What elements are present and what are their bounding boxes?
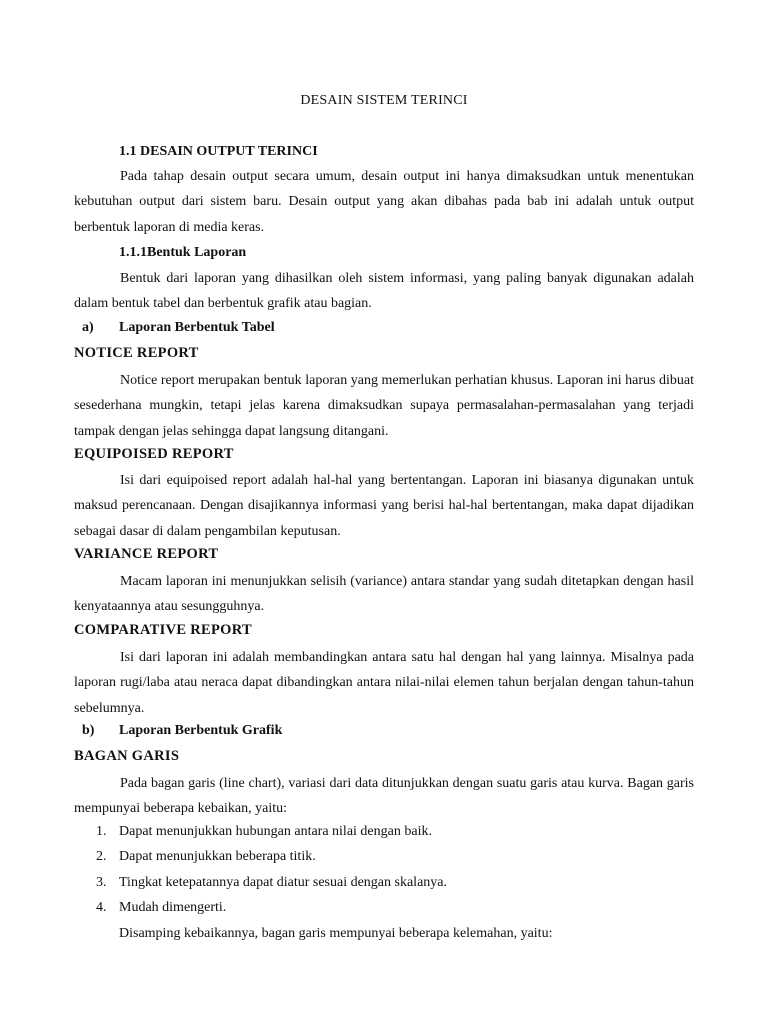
list-item [96,849,316,865]
heading-bagan-garis: BAGAN GARIS [74,748,180,764]
section-heading-1-1: 1.1 DESAIN OUTPUT TERINCI [119,144,318,159]
subsection-label: Laporan Berbentuk Grafik [119,723,283,738]
subsection-grafik [82,723,282,739]
paragraph-notice-report: Notice report merupakan bentuk laporan yang memerlukan perhatian khusus. Laporan ini harus dibuat sesederhana mungkin, tetapi jelas karena dimaksudkan supaya permasalahan-permasalahan yang terjadi tampak dengan jelas sehingga dapat langsung ditangani. [74,373,694,439]
heading-notice-report: NOTICE REPORT [74,345,199,361]
subsection-label: Laporan Berbentuk Tabel [119,320,275,335]
paragraph-desain-output: Pada tahap desain output secara umum, desain output ini hanya dimaksudkan untuk menentukan kebutuhan output dari sistem baru. Desain output yang akan dibahas pada bab ini adalah untuk output berbentuk laporan di media keras. [74,169,694,235]
list-number: 2. [96,849,107,864]
list-item [96,875,447,891]
list-item [96,900,226,916]
paragraph-equipoised-report: Isi dari equipoised report adalah hal-hal yang bertentangan. Laporan ini biasanya digunakan untuk maksud perencanaan. Dengan disajikannya informasi yang berisi hal-hal bertentangan, maka dapat dijadikan sebagai dasar di dalam pengambilan keputusan. [74,473,694,539]
paragraph-kelemahan: Disamping kebaikannya, bagan garis mempunyai beberapa kelemahan, yaitu: [119,926,553,941]
list-text: Mudah dimengerti. [119,900,227,915]
heading-equipoised-report: EQUIPOISED REPORT [74,446,234,462]
list-text: Tingkat ketepatannya dapat diatur sesuai dengan skalanya. [119,875,447,890]
heading-comparative-report: COMPARATIVE REPORT [74,622,252,638]
list-number: 1. [96,824,107,839]
subsection-tabel [82,320,275,336]
subsection-letter: b) [82,723,95,738]
list-text: Dapat menunjukkan hubungan antara nilai dengan baik. [119,824,432,839]
subsection-letter: a) [82,320,94,335]
list-number: 3. [96,875,107,890]
heading-variance-report: VARIANCE REPORT [74,546,219,562]
paragraph-bentuk-laporan: Bentuk dari laporan yang dihasilkan oleh sistem informasi, yang paling banyak digunakan adalah dalam bentuk tabel dan berbentuk grafik atau bagian. [74,271,694,312]
paragraph-comparative-report: Isi dari laporan ini adalah membandingkan antara satu hal dengan hal yang lainnya. Misalnya pada laporan rugi/laba atau neraca dapat dibandingkan antara nilai-nilai elemen tahun berjalan dengan tahun-tahun sebelumnya. [74,650,694,716]
page-title: DESAIN SISTEM TERINCI [300,93,468,108]
paragraph-bagan-garis: Pada bagan garis (line chart), variasi dari data ditunjukkan dengan suatu garis atau kurva. Bagan garis mempunyai beberapa kebaikan, yaitu: [74,776,694,817]
section-heading-1-1-1: 1.1.1Bentuk Laporan [119,245,247,260]
list-number: 4. [96,900,107,915]
paragraph-variance-report: Macam laporan ini menunjukkan selisih (variance) antara standar yang sudah ditetapkan dengan hasil kenyataannya atau sesungguhnya. [74,574,694,615]
list-text: Dapat menunjukkan beberapa titik. [119,849,316,864]
list-item [96,824,432,840]
